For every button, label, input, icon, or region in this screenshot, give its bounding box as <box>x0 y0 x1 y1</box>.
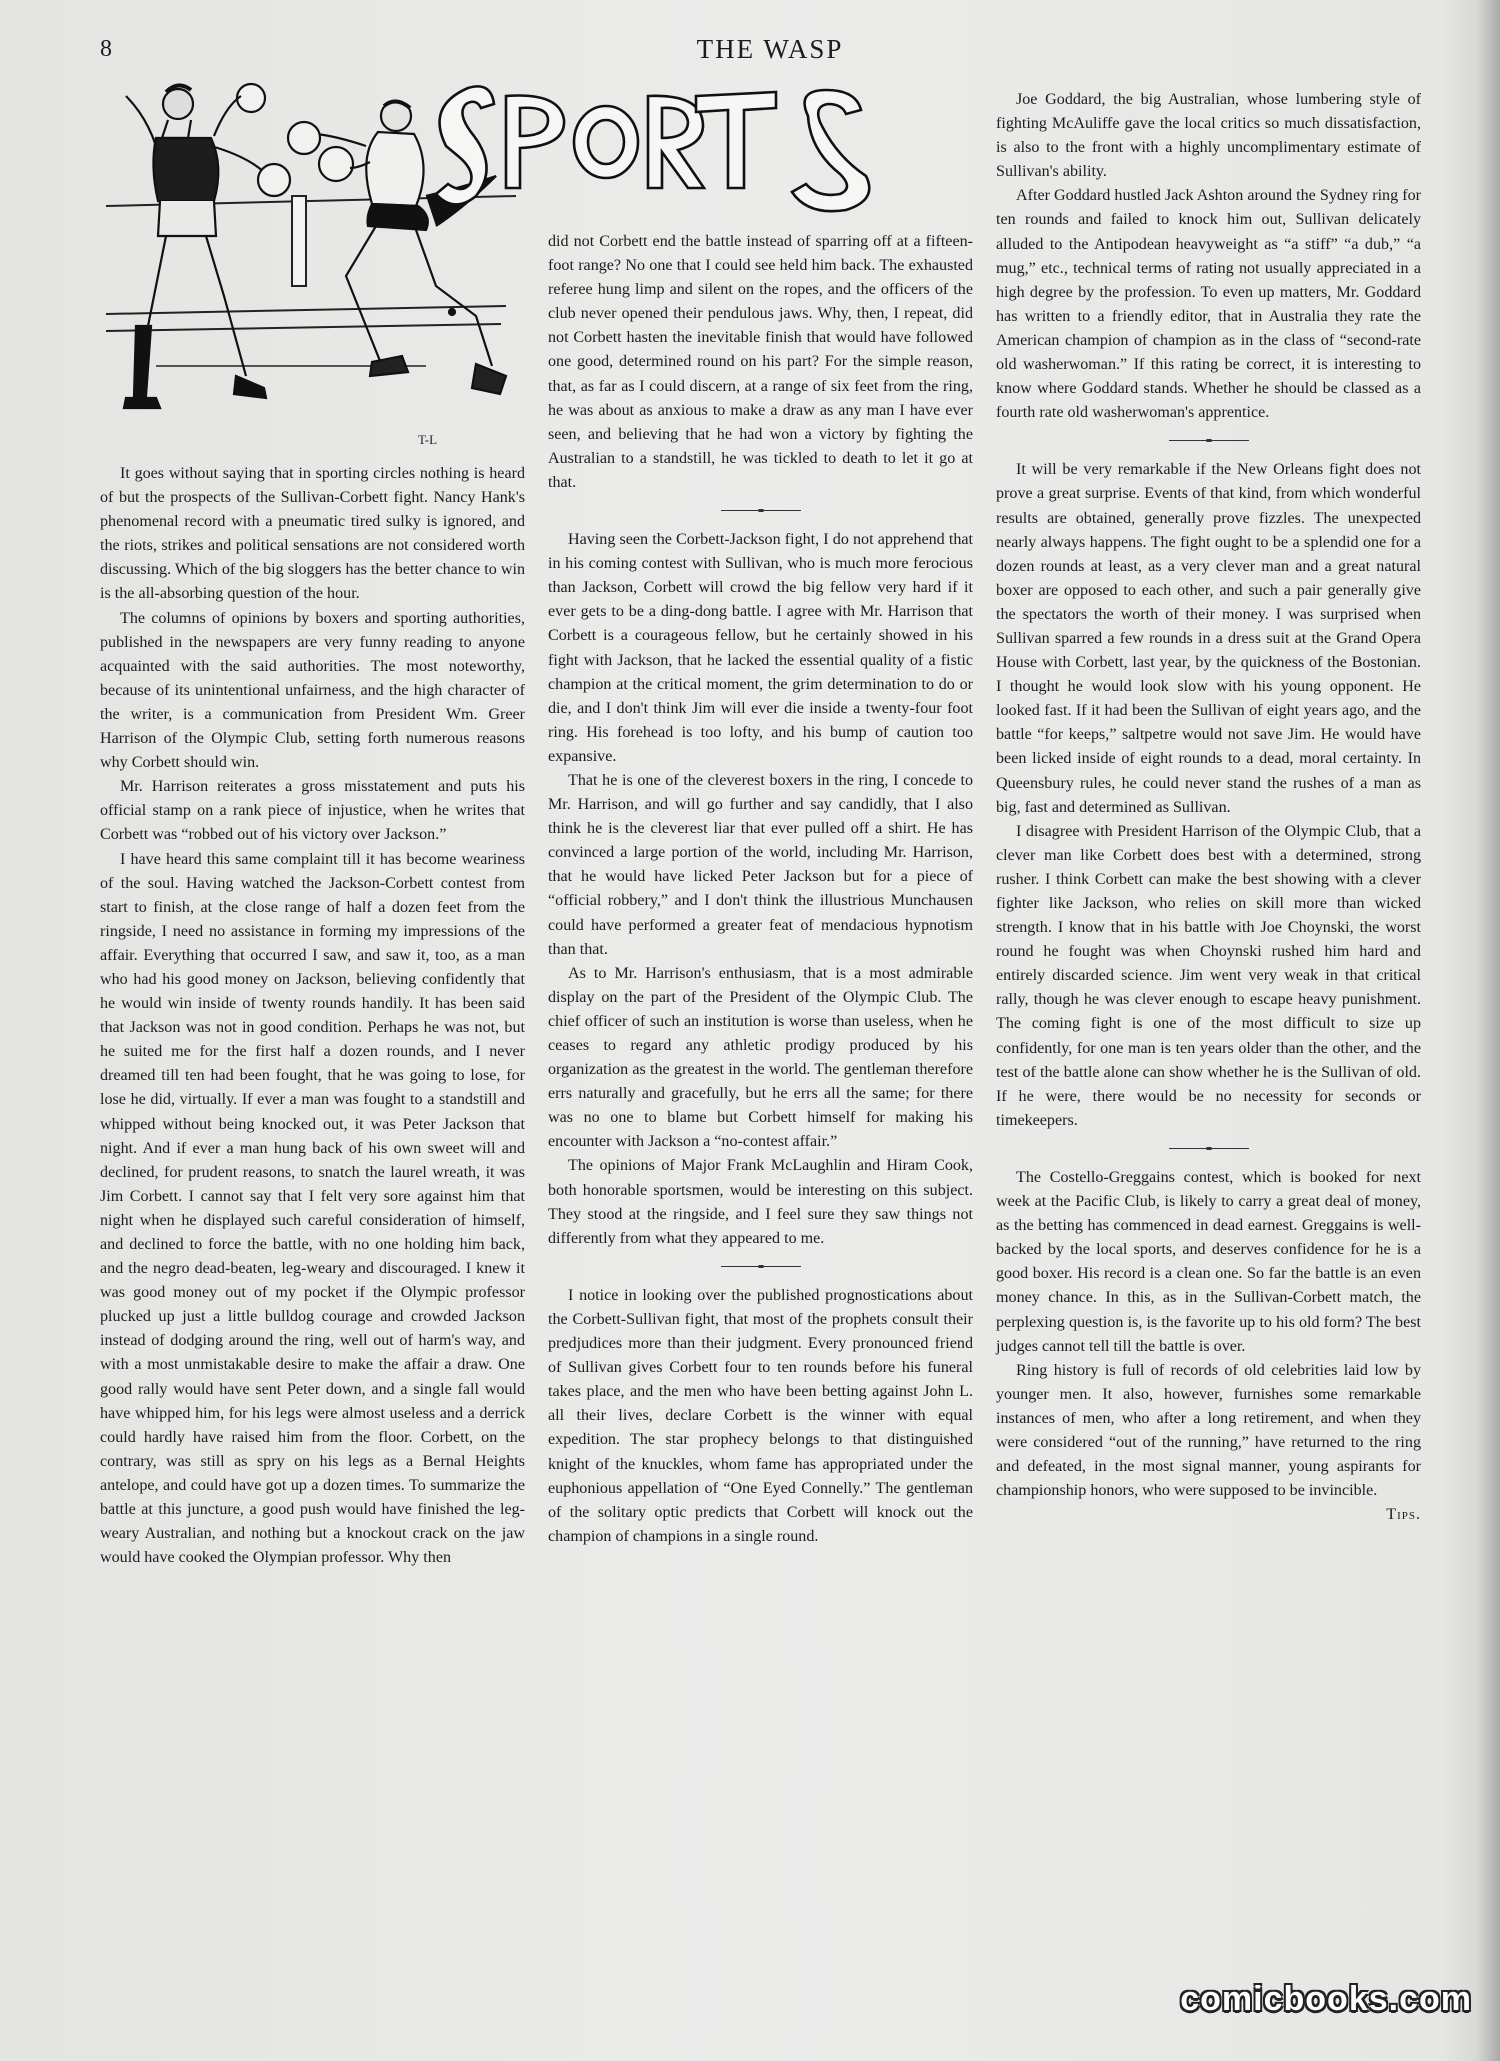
article-paragraph: I notice in looking over the published prognostications about the Corbett-Sullivan fight, that most of the prophets consult their predjudices more than their judgment. Every pronounced friend of Sullivan gives Corbett four to ten rounds before his funeral takes place, and the men who have been betting against John L. all their lives, declare Corbett is the winner with equal expedition. The star prophecy belongs to that distinguished knight of the knuckles, whom fame has appropriated under the euphonious appellation of “One Eyed Connelly.” The gentleman of the solitary optic predicts that Corbett will knock out the champion of champions in a single round. <box>548 1286 973 1545</box>
section-divider <box>721 1266 801 1267</box>
article-column-3 <box>996 88 1421 1527</box>
article-paragraph: It goes without saying that in sporting circles nothing is heard of but the prospects of the Sullivan-Corbett fight. Nancy Hank's phenomenal record with a pneumatic tired sulky is ignored, and the riots, strikes and political sensations are not considered worth discussing. Which of the big sloggers has the better chance to win is the all-absorbing question of the hour. <box>100 465 525 603</box>
page-number: 8 <box>100 36 112 62</box>
article-paragraph: After Goddard hustled Jack Ashton around the Sydney ring for ten rounds and failed to knock him out, Sullivan delicately alluded to the Antipodean heavyweight as “a stiff” “a dub,” “a mug,” etc., technical terms of rating not usually appreciated in a high degree by the profession. To even up matters, Mr. Goddard has written to a friendly editor, that in Australia they rate the American champion of champion as in the class of “second-rate old washerwoman.” If this rating be correct, it is interesting to know where Goddard stands. Whether he should be classed as a fourth rate old washerwoman's apprentice. <box>996 187 1421 422</box>
article-column-1 <box>100 462 525 1570</box>
article-paragraph: I disagree with President Harrison of the Olympic Club, that a clever man like Corbett does best with a determined, strong rusher. I think Corbett can make the best showing with a clever fighter like Jackson, who relies on skill more than wicked strength. I know that in his battle with Joe Choynski, the worst round he fought was when Choynski rushed him hard and entirely discarded science. Jim went very weak in that critical rally, though he was clever enough to escape heavy punishment. The coming fight is one of the most difficult to size up confidently, for one man is ten years older than the other, and the test of the battle alone can show whether he is the Sullivan of old. If he were, there would be no necessity for seconds or timekeepers. <box>996 822 1421 1129</box>
article-paragraph: I have heard this same complaint till it has become weariness of the soul. Having watched the Jackson-Corbett contest from start to finish, at the close range of half a dozen feet from the ringside, I need no assistance in forming my impressions of the affair. Everything that occurred I saw, and saw it, too, as a man who had his good money on Jackson, believing confidently that he would win inside of twenty rounds handily. It has been said that Jackson was not in good condition. Perhaps he was not, but he suited me for the first half a dozen rounds, and I never dreamed till ten had been fought, that he was going to lose, for lose he did, virtually. If ever a man was fought to a standstill and whipped without being knocked out, it was Peter Jackson that night. And if ever a man hung back of his own sweet will and declined, for prudent reasons, to snatch the laurel wreath, it was Jim Corbett. I cannot say that I felt very sore against him that night when he displayed such careful consideration of himself, and declined to force the battle, with no one holding him back, and the negro dead-beaten, leg-weary and discouraged. I knew it was good money out of my pocket if the Olympic professor plucked up just a little bulldog courage and crowded Jackson instead of dodging around the ring, well out of harm's way, and with a most unmistakable desire to make the affair a draw. One good rally would have sent Peter down, and a single fall would have whipped him, for his legs were almost useless and a derrick could hardly have raised him from the floor. Corbett, on the contrary, was still as spry on his legs as a Bernal Heights antelope, and could have got up a dozen times. To summarize the battle at this juncture, a good push would have finished the leg-weary Australian, and nothing but a knockout crack on the jaw would have cooked the Olympian professor. Why then <box>100 850 525 1567</box>
article-paragraph: Mr. Harrison reiterates a gross misstatement and puts his official stamp on a rank piece of injustice, when he writes that Corbett was “robbed out of his victory over Jackson.” <box>100 778 525 844</box>
author-signature: Tips. <box>1386 1506 1421 1524</box>
page-edge-shadow <box>1476 0 1500 2061</box>
watermark-logo: comicbooks.com <box>1180 1980 1472 2018</box>
article-paragraph: Joe Goddard, the big Australian, whose lumbering style of fighting McAuliffe gave the local critics so much dissatisfaction, is also to the front with a highly uncomplimentary estimate of Sullivan's ability. <box>996 91 1421 181</box>
article-paragraph: It will be very remarkable if the New Orleans fight does not prove a great surprise. Events of that kind, from which wonderful results are obtained, generally prove fizzles. The unexpected nearly always happens. The fight ought to be a splendid one for a dozen rounds at least, as a very clever man and a great natural boxer are opposed to each other, and such a pair generally give the spectators the worth of their money. I was surprised when Sullivan sparred a few rounds in a dress suit at the Grand Opera House with Corbett, last year, by the quickness of the Bostonian. I thought he would look slow with his young opponent. He looked fast. If it had been the Sullivan of eight years ago, and the battle “for keeps,” saltpetre would not save Jim. He would have been licked inside of eight rounds to a dead, moral certainty. In Queensbury rules, he could never stand the rushes of a man as big, fast and determined as Sullivan. <box>996 461 1421 816</box>
artist-initials: T-L <box>418 432 438 447</box>
article-paragraph: did not Corbett end the battle instead of sparring off at a fifteen-foot range? No one that I could see held him back. The exhausted referee hung limp and silent on the ropes, and the officers of the club never opened their pendulous jaws. Why, then, I repeat, did not Corbett hasten the inevitable finish that would have followed one good, determined round on his part? For the simple reason, that, as far as I could discern, at a range of six feet from the ring, he was about as anxious to make a draw as any man I have ever seen, and believing that he had won a victory by fighting the Australian to a standstill, he was tickled to death to let it go at that. <box>548 233 973 491</box>
article-paragraph: The Costello-Greggains contest, which is booked for next week at the Pacific Club, is likely to carry a great deal of money, as the betting has commenced in dead earnest. Greggains is well-backed by the local sports, and deserves confidence for he is a good boxer. His record is a clean one. So far the battle is an even money chance. In this, as in the Sullivan-Corbett match, the perplexing question is, is the favorite up to his old form? The best judges cannot tell till the battle is over. <box>996 1168 1421 1355</box>
article-paragraph: Having seen the Corbett-Jackson fight, I do not apprehend that in his coming contest with Sullivan, who is much more ferocious than Jackson, Corbett will crowd the big fellow very hard if it ever gets to be a ding-dong battle. I agree with Mr. Harrison that Corbett is a courageous fellow, but he certainly showed in his fight with Jackson, that he lacked the essential quality of a fistic champion at the critical moment, the grim determination to do or die, and I don't think Jim will ever die inside a twenty-four foot ring. His forehead is too lofty, and his bump of caution too expansive. <box>548 531 973 765</box>
masthead-title: THE WASP <box>696 34 844 64</box>
article-paragraph: The opinions of Major Frank McLaughlin and Hiram Cook, both honorable sportsmen, would be interesting on this subject. They stood at the ringside, and I feel sure they saw things not differently from what they appeared to me. <box>548 1157 973 1247</box>
article-paragraph: The columns of opinions by boxers and sporting authorities, published in the newspapers are very funny reading to anyone acquainted with the said authorities. The most noteworthy, because of its unintentional unfairness, and the high character of the writer, is a communication from President Wm. Greer Harrison of the Olympic Club, setting forth numerous reasons why Corbett should win. <box>100 609 525 772</box>
article-column-2 <box>548 230 973 1549</box>
section-divider <box>1169 440 1249 441</box>
article-paragraph: As to Mr. Harrison's enthusiasm, that is a most admirable display on the part of the President of the Olympic Club. The chief officer of such an institution is worse than useless, when he ceases to regard any athletic prodigy produced by his organization as the greatest in the world. The gentleman therefore errs naturally and gracefully, but he errs all the same; for there was no one to blame but Corbett himself for making his encounter with Jackson a “no-contest affair.” <box>548 964 973 1151</box>
section-divider <box>1169 1148 1249 1149</box>
article-paragraph: That he is one of the cleverest boxers in the ring, I concede to Mr. Harrison, and will go further and say candidly, that I also think he is the cleverest liar that ever pulled off a shirt. He has convinced a large portion of the world, including Mr. Harrison, that he would have licked Peter Jackson but for a piece of “official robbery,” and I don't think the illustrious Munchausen could have performed a greater feat of mendacious hypnotism than that. <box>548 771 973 958</box>
section-divider <box>721 510 801 511</box>
article-paragraph: Ring history is full of records of old celebrities laid low by younger men. It also, however, furnishes some remarkable instances of men, who after a long retirement, and when they were considered “out of the running,” have returned to the ring and defeated, in the most signal manner, young aspirants for championship honors, who were supposed to be invincible. Tips. <box>996 1359 1421 1504</box>
